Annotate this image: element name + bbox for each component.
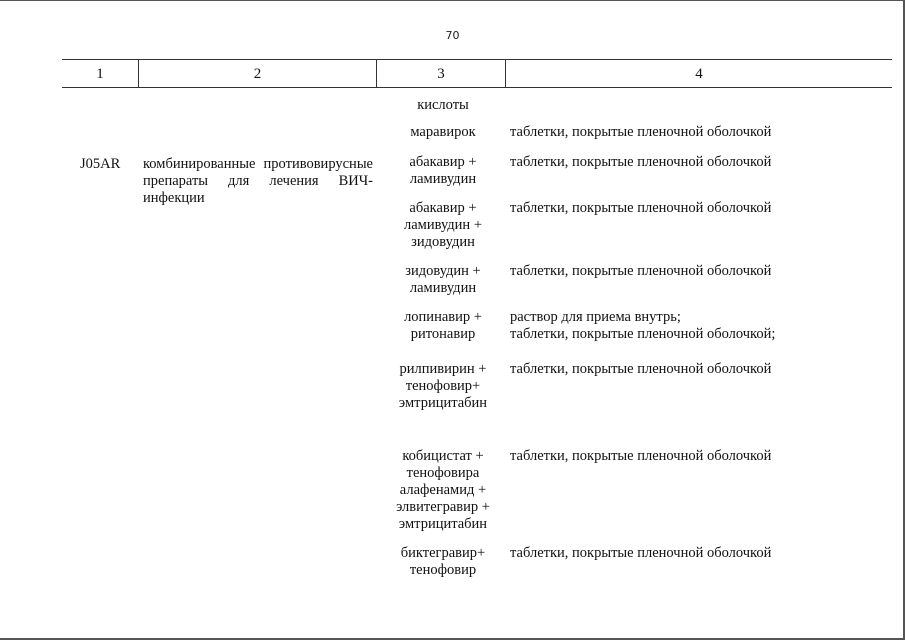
atc-code: J05AR bbox=[80, 156, 121, 172]
drug-name: лопинавир + ритонавир bbox=[404, 309, 482, 342]
drug-name: биктегравир+ тенофовир bbox=[400, 545, 486, 578]
dosage-form: раствор для приема внутрь; таблетки, покрытые пленочной оболочкой; bbox=[510, 309, 776, 342]
dosage-form: таблетки, покрытые пленочной оболочкой bbox=[510, 154, 772, 170]
dosage-form: таблетки, покрытые пленочной оболочкой bbox=[510, 263, 772, 279]
dosage-form: таблетки, покрытые пленочной оболочкой bbox=[510, 545, 772, 561]
dosage-form: таблетки, покрытые пленочной оболочкой bbox=[510, 200, 772, 216]
drug-name: кобицистат + тенофовира алафенамид + элвитегравир + эмтрицитабин bbox=[396, 448, 490, 532]
drug-name: абакавир + ламивудин bbox=[409, 154, 477, 187]
column-header-2: 2 bbox=[253, 66, 262, 82]
column-header-4: 4 bbox=[695, 66, 703, 82]
dosage-form: таблетки, покрытые пленочной оболочкой bbox=[510, 361, 772, 377]
drug-name: зидовудин + ламивудин bbox=[405, 263, 481, 296]
column-header-3: 3 bbox=[437, 66, 445, 82]
page-number: 70 bbox=[445, 29, 460, 42]
dosage-form: таблетки, покрытые пленочной оболочкой bbox=[510, 448, 772, 464]
group-name: комбинированные противовирусные препараты для лечения ВИЧ-инфекции bbox=[143, 156, 373, 206]
drug-name: абакавир + ламивудин + зидовудин bbox=[404, 200, 482, 250]
column-header-1: 1 bbox=[96, 66, 104, 82]
scan-edge bbox=[0, 0, 905, 1]
table-top-rule bbox=[62, 59, 892, 60]
table-header-rule bbox=[62, 87, 892, 88]
dosage-form: таблетки, покрытые пленочной оболочкой bbox=[510, 124, 772, 140]
drug-name: рилпивирин + тенофовир+ эмтрицитабин bbox=[398, 361, 488, 411]
continuation-text: кислоты bbox=[417, 97, 469, 113]
drug-name: маравирок bbox=[410, 124, 476, 140]
